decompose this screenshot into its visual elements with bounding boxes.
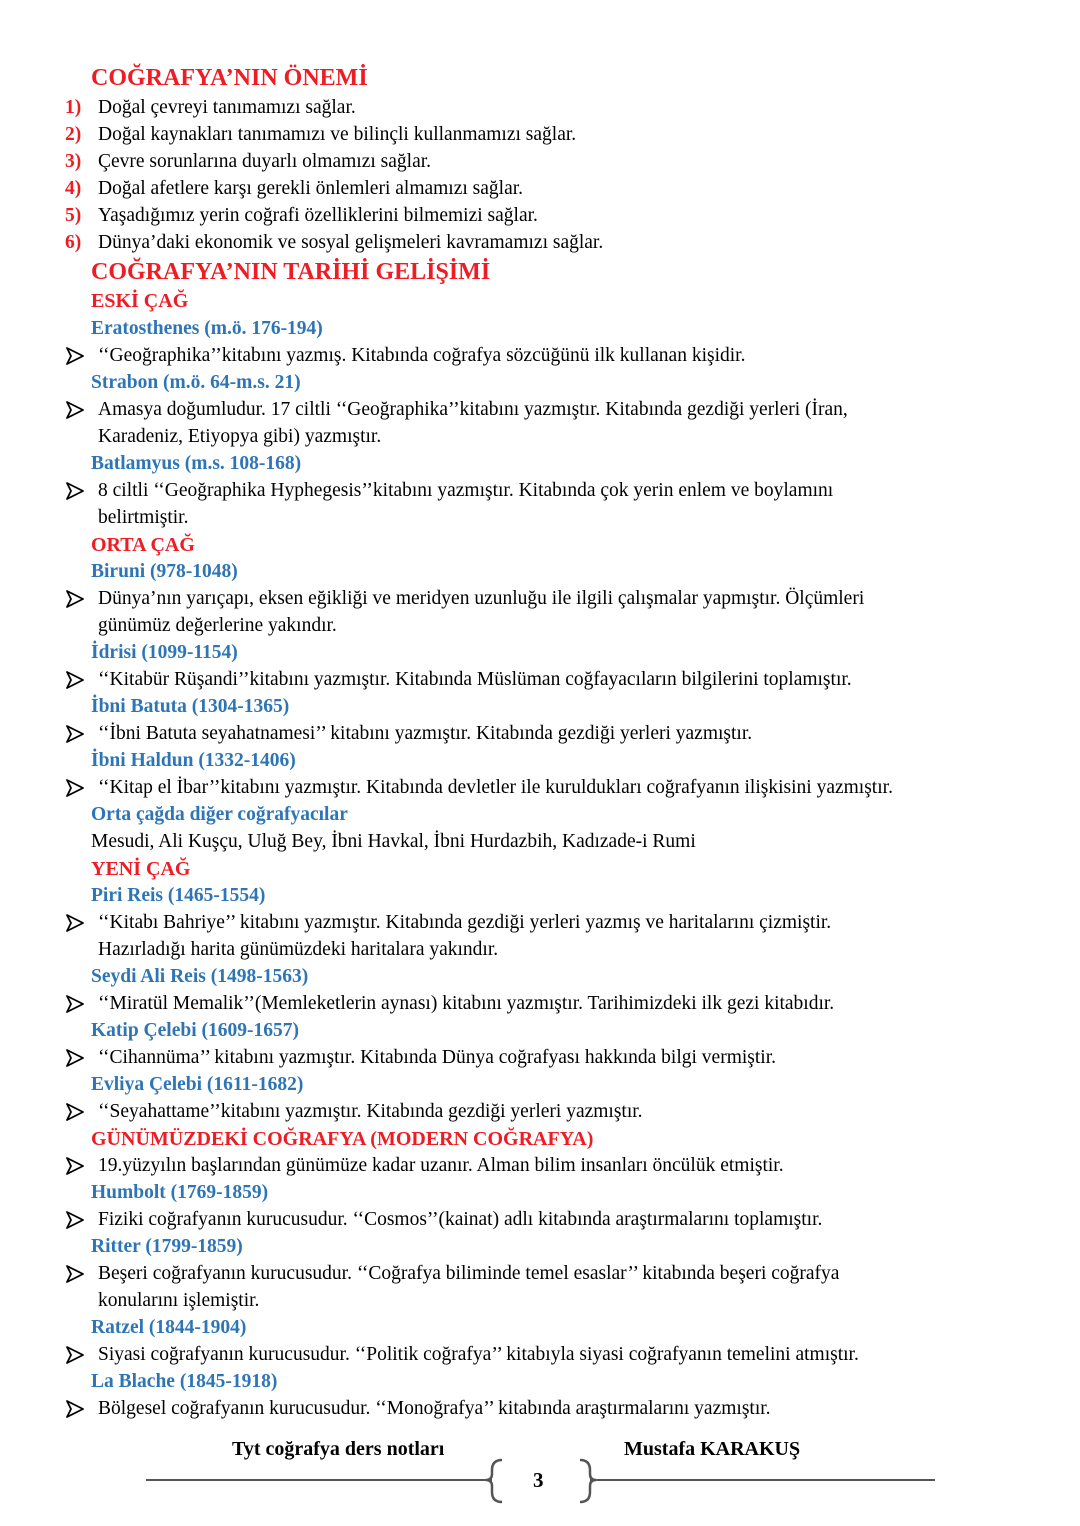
person-description: Fiziki coğrafyanın kurucusudur. ‘‘Cosmos’’(kainat) adlı kitabında araştırmalarını toplamıştır. [98,1209,823,1230]
bullet-arrow-icon [66,994,84,1014]
person-heading: Piri Reis (1465-1554) [91,885,266,906]
person-heading: Evliya Çelebi (1611-1682) [91,1074,304,1095]
person-heading: İbni Batuta (1304-1365) [91,696,290,717]
list-number: 2) [65,124,82,145]
person-heading: Eratosthenes (m.ö. 176-194) [91,318,323,339]
bullet-arrow-icon [66,778,84,798]
bullet-arrow-icon [66,1210,84,1230]
person-heading: Batlamyus (m.s. 108-168) [91,453,302,474]
era-heading-modern: GÜNÜMÜZDEKİ COĞRAFYA (MODERN COĞRAFYA) [91,1128,594,1150]
page-number: 3 [533,1468,544,1492]
person-description: Hazırladığı harita günümüzdeki haritalara yakındır. [98,939,499,960]
person-heading: Ritter (1799-1859) [91,1236,243,1257]
person-description: Mesudi, Ali Kuşçu, Uluğ Bey, İbni Havkal, İbni Hurdazbih, Kadızade-i Rumi [91,831,696,852]
list-item: Doğal kaynakları tanımamızı ve bilinçli kullanmamızı sağlar. [98,124,577,145]
footer-author: Mustafa KARAKUŞ [624,1438,801,1460]
bullet-arrow-icon [66,1048,84,1068]
person-description: Bölgesel coğrafyanın kurucusudur. ‘‘Monoğrafya’’ kitabında araştırmalarını yazmıştır. [98,1398,771,1419]
bullet-arrow-icon [66,670,84,690]
list-number: 4) [65,178,82,199]
person-heading: La Blache (1845-1918) [91,1371,278,1392]
list-number: 6) [65,232,82,253]
person-description: ‘‘Seyahattame’’kitabını yazmıştır. Kitabında gezdiği yerleri yazmıştır. [98,1101,643,1122]
person-description: ‘‘Kitap el İbar’’kitabını yazmıştır. Kitabında devletler ile kuruldukları coğrafyanın ilişkisini yazmıştır. [98,777,893,798]
footer-course-title: Tyt coğrafya ders notları [232,1438,445,1460]
person-description: ‘‘Geoğraphika’’kitabını yazmış. Kitabında coğrafya sözcüğünü ilk kullanan kişidir. [98,345,746,366]
person-heading: Orta çağda diğer coğrafyacılar [91,804,348,825]
modern-intro: 19.yüzyılın başlarından günümüze kadar uzanır. Alman bilim insanları öncülük etmiştir. [98,1155,784,1176]
list-item: Yaşadığımız yerin coğrafi özelliklerini bilmemizi sağlar. [98,205,538,226]
person-description: ‘‘Kitabür Rüşandi’’kitabını yazmıştır. Kitabında Müslüman coğfayacıların bilgilerini toplamıştır. [98,669,852,690]
list-number: 5) [65,205,82,226]
bullet-arrow-icon [66,1264,84,1284]
person-heading: İbni Haldun (1332-1406) [91,750,296,771]
person-description: Siyasi coğrafyanın kurucusudur. ‘‘Politik coğrafya’’ kitabıyla siyasi coğrafyanın temelini atmıştır. [98,1344,859,1365]
bullet-arrow-icon [66,1102,84,1122]
list-item: Çevre sorunlarına duyarlı olmamızı sağlar. [98,151,432,172]
bullet-arrow-icon [66,913,84,933]
era-heading-middle: ORTA ÇAĞ [91,534,195,556]
person-description: günümüz değerlerine yakındır. [98,615,337,636]
era-heading-new: YENİ ÇAĞ [91,858,191,880]
bullet-arrow-icon [66,400,84,420]
person-heading: Humbolt (1769-1859) [91,1182,269,1203]
person-heading: Ratzel (1844-1904) [91,1317,247,1338]
bullet-arrow-icon [66,346,84,366]
person-description: ‘‘Cihannüma’’ kitabını yazmıştır. Kitabında Dünya coğrafyası hakkında bilgi vermiştir. [98,1047,776,1068]
list-number: 1) [65,97,82,118]
era-heading-ancient: ESKİ ÇAĞ [91,290,189,312]
list-number: 3) [65,151,82,172]
person-description: ‘‘Miratül Memalik’’(Memleketlerin aynası) kitabını yazmıştır. Tarihimizdeki ilk gezi kitabıdır. [98,993,835,1014]
person-heading: Seydi Ali Reis (1498-1563) [91,966,309,987]
person-description: belirtmiştir. [98,507,189,528]
list-item: Doğal afetlere karşı gerekli önlemleri almamızı sağlar. [98,178,524,199]
person-heading: Strabon (m.ö. 64-m.s. 21) [91,372,301,393]
bullet-arrow-icon [66,1399,84,1419]
person-description: konularını işlemiştir. [98,1290,260,1311]
person-heading: Katip Çelebi (1609-1657) [91,1020,299,1041]
bullet-arrow-icon [66,589,84,609]
bullet-arrow-icon [66,1156,84,1176]
bullet-arrow-icon [66,1345,84,1365]
list-item: Dünya’daki ekonomik ve sosyal gelişmeleri kavramamızı sağlar. [98,232,604,253]
person-description: Amasya doğumludur. 17 ciltli ‘‘Geoğraphika’’kitabını yazmıştır. Kitabında gezdiği yerleri (İran, [98,399,848,420]
person-heading: Biruni (978-1048) [91,561,238,582]
section-title-history: COĞRAFYA’NIN TARİHİ GELİŞİMİ [91,259,491,285]
bullet-arrow-icon [66,724,84,744]
section-title-importance: COĞRAFYA’NIN ÖNEMİ [91,65,368,91]
person-description: Dünya’nın yarıçapı, eksen eğikliği ve meridyen uzunluğu ile ilgili çalışmalar yapmıştır. Ölçümleri [98,588,865,609]
bullet-arrow-icon [66,481,84,501]
person-description: Beşeri coğrafyanın kurucusudur. ‘‘Coğrafya biliminde temel esaslar’’ kitabında beşeri coğrafya [98,1263,840,1284]
person-description: 8 ciltli ‘‘Geoğraphika Hyphegesis’’kitabını yazmıştır. Kitabında çok yerin enlem ve boylamını [98,480,834,501]
person-description: Karadeniz, Etiyopya gibi) yazmıştır. [98,426,382,447]
list-item: Doğal çevreyi tanımamızı sağlar. [98,97,356,118]
person-description: ‘‘İbni Batuta seyahatnamesi’’ kitabını yazmıştır. Kitabında gezdiği yerleri yazmıştır. [98,723,753,744]
person-heading: İdrisi (1099-1154) [91,642,238,663]
person-description: ‘‘Kitabı Bahriye’’ kitabını yazmıştır. Kitabında gezdiği yerleri yazmış ve haritalarını çizmiştir. [98,912,832,933]
